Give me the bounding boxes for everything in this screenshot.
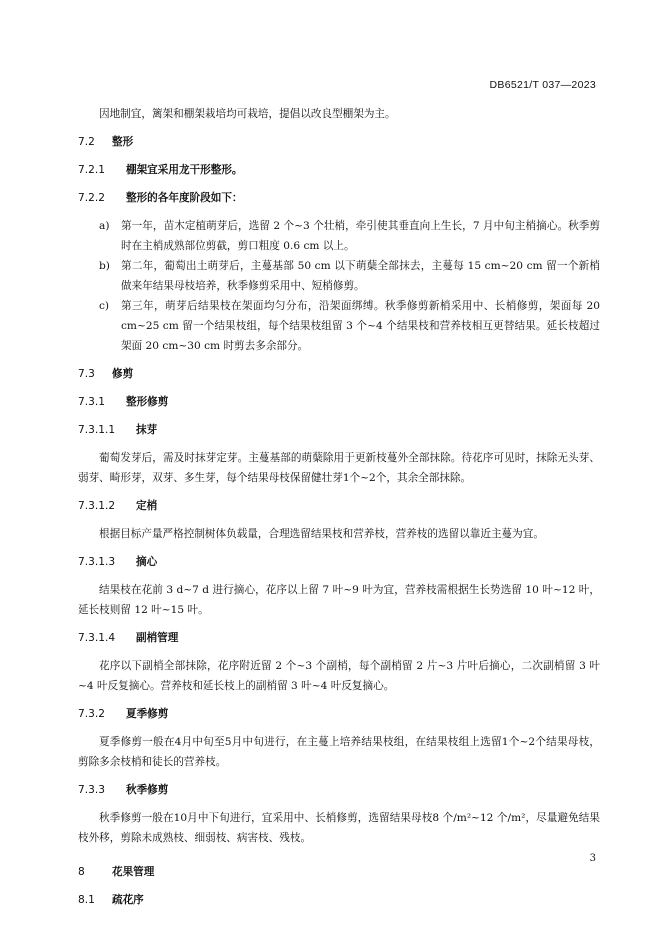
heading-7-2-1: 7.2.1 棚架宜采用龙干形整形。 xyxy=(78,164,243,176)
document-code: DB6521/T 037—2023 xyxy=(489,79,596,91)
heading-7-3-2: 7.3.2 夏季修剪 xyxy=(78,708,169,720)
heading-7-3-1-1: 7.3.1.1 抹芽 xyxy=(78,424,158,436)
list-stages xyxy=(78,216,600,356)
paragraph-7-3-1-2: 根据目标产量严格控制树体负载量，合理选留结果枝和营养枝，营养枝的选留以靠近主蔓为宜。 xyxy=(99,528,544,540)
paragraph-intro: 因地制宜，篱架和棚架栽培均可栽培，提倡以改良型棚架为主。 xyxy=(99,108,396,120)
heading-7-3-1: 7.3.1 整形修剪 xyxy=(78,396,169,408)
paragraph-7-3-1-3: 结果枝在花前 3 d~7 d 进行摘心，花序以上留 7 叶~9 叶为宜，营养枝需根据生长势选留 10 叶~12 叶，延长枝则留 12 叶~15 叶。 xyxy=(78,584,600,616)
heading-7-3-1-2: 7.3.1.2 定梢 xyxy=(78,500,158,512)
heading-8-1: 8.1 疏花序 xyxy=(78,894,144,906)
heading-7-3-1-3: 7.3.1.3 摘心 xyxy=(78,556,158,568)
list-item: a) 第一年，苗木定植萌芽后，选留 2 个~3 个壮梢，牵引使其垂直向上生长，7 月中旬主梢摘心。秋季剪时在主梢成熟部位剪截，剪口粗度 0.6 cm 以上。 xyxy=(99,220,600,252)
paragraph-7-3-3: 秋季修剪一般在10月中下旬进行，宜采用中、长梢修剪，选留结果母枝8 个/m²~12 个/m²，尽量避免结果枝外移，剪除未成熟枝、细弱枝、病害枝、残枝。 xyxy=(78,812,600,844)
paragraph-7-3-1-4: 花序以下副梢全部抹除，花序附近留 2 个~3 个副梢，每个副梢留 2 片~3 片叶后摘心，二次副梢留 3 叶~4 叶反复摘心。营养枝和延长枝上的副梢留 3 叶~4 叶反复摘心。 xyxy=(78,660,600,692)
page-number: 3 xyxy=(589,853,596,864)
heading-7-2-2: 7.2.2 整形的各年度阶段如下： xyxy=(78,192,243,204)
heading-7-3: 7.3 修剪 xyxy=(78,368,134,380)
list-item: b) 第二年，葡萄出土萌芽后，主蔓基部 50 cm 以下萌蘖全部抹去，主蔓每 15 cm~20 cm 留一个新梢做来年结果母枝培养，秋季修剪采用中、短梢修剪。 xyxy=(99,260,600,292)
document-body xyxy=(78,104,600,918)
heading-7-3-3: 7.3.3 秋季修剪 xyxy=(78,784,169,796)
list-item: c) 第三年，萌芽后结果枝在架面均匀分布，沿架面绑缚。秋季修剪新梢采用中、长梢修剪，架面每 20 cm~25 cm 留一个结果枝组，每个结果枝组留 3 个~4 个结果枝和营养枝相互更替结果。延长枝超过架面 20 cm~30 cm 时剪去多余部分。 xyxy=(99,300,600,352)
heading-7-2: 7.2 整形 xyxy=(78,136,134,148)
heading-8: 8 花果管理 xyxy=(78,866,155,878)
heading-7-3-1-4: 7.3.1.4 副梢管理 xyxy=(78,632,179,644)
paragraph-7-3-1-1: 葡萄发芽后，需及时抹芽定芽。主蔓基部的萌蘖除用于更新枝蔓外全部抹除。待花序可见时，抹除无头芽、弱芽、畸形芽，双芽、多生芽，每个结果母枝保留健壮芽1个~2个，其余全部抹除。 xyxy=(78,452,600,484)
paragraph-7-3-2: 夏季修剪一般在4月中旬至5月中旬进行，在主蔓上培养结果枝组，在结果枝组上选留1个~2个结果母枝，剪除多余枝梢和徒长的营养枝。 xyxy=(78,736,600,768)
